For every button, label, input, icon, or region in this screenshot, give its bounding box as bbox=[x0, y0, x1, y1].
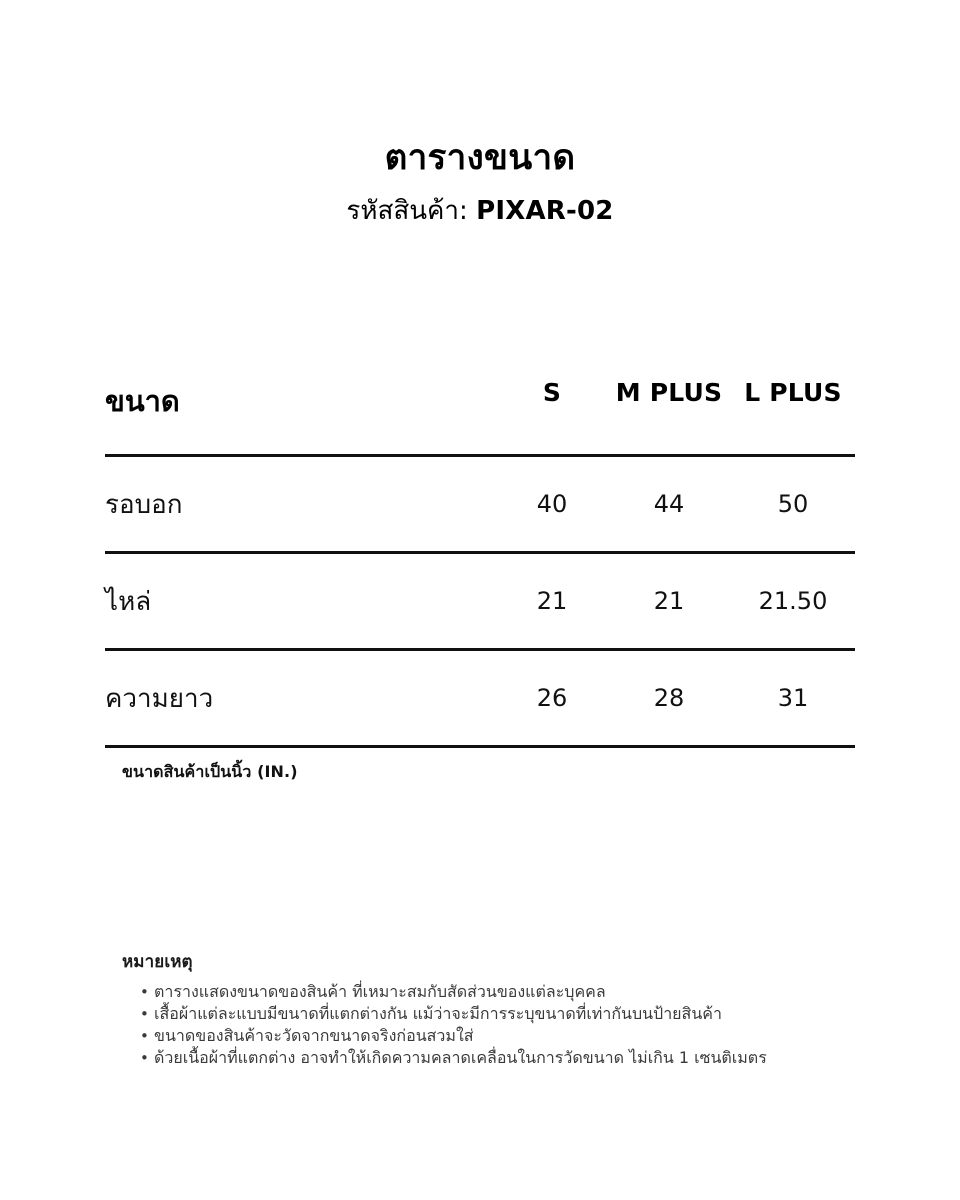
column-header-m-plus: M PLUS bbox=[615, 378, 723, 407]
table-row bbox=[105, 553, 855, 650]
row-label-length: ความยาว bbox=[105, 683, 214, 714]
column-header-measurement: ขนาด bbox=[105, 384, 180, 418]
row-label-chest: รอบอก bbox=[105, 489, 183, 520]
list-item: • เสื้อผ้าแต่ละแบบมีขนาดที่แตกต่างกัน แม้ว่าจะมีการระบุขนาดที่เท่ากันบนป้ายสินค้า bbox=[140, 1003, 882, 1025]
notes-heading: หมายเหตุ bbox=[122, 952, 193, 972]
notes-list bbox=[122, 981, 882, 1069]
header bbox=[0, 138, 960, 227]
list-item: • ตารางแสดงขนาดของสินค้า ที่เหมาะสมกับสัดส่วนของแต่ละบุคคล bbox=[140, 981, 882, 1003]
cell-chest-l-plus: 50 bbox=[777, 490, 809, 518]
product-code-label: รหัสสินค้า: bbox=[346, 196, 468, 227]
page-title: ตารางขนาด bbox=[384, 138, 576, 178]
unit-footnote: ขนาดสินค้าเป็นนิ้ว (IN.) bbox=[122, 762, 298, 781]
table-header bbox=[105, 376, 855, 456]
cell-chest-s: 40 bbox=[536, 490, 568, 518]
cell-length-m-plus: 28 bbox=[653, 684, 685, 712]
cell-shoulder-s: 21 bbox=[536, 587, 568, 615]
column-header-l-plus: L PLUS bbox=[744, 378, 842, 407]
cell-length-s: 26 bbox=[536, 684, 568, 712]
table-row bbox=[105, 456, 855, 553]
product-code-value: PIXAR-02 bbox=[476, 196, 614, 227]
row-label-shoulder: ไหล่ bbox=[105, 586, 152, 617]
table-row bbox=[105, 650, 855, 747]
list-item: • ด้วยเนื้อผ้าที่แตกต่าง อาจทำให้เกิดความคลาดเคลื่อนในการวัดขนาด ไม่เกิน 1 เซนติเมตร bbox=[140, 1047, 882, 1069]
column-header-s: S bbox=[542, 378, 562, 407]
product-code-line bbox=[0, 178, 960, 227]
table-body bbox=[105, 456, 855, 747]
table-header-row bbox=[105, 376, 855, 456]
size-table bbox=[105, 376, 855, 748]
notes-section bbox=[122, 948, 882, 1069]
cell-shoulder-m-plus: 21 bbox=[653, 587, 685, 615]
cell-chest-m-plus: 44 bbox=[653, 490, 685, 518]
cell-length-l-plus: 31 bbox=[777, 684, 809, 712]
cell-shoulder-l-plus: 21.50 bbox=[758, 587, 828, 615]
list-item: • ขนาดของสินค้าจะวัดจากขนาดจริงก่อนสวมใส่ bbox=[140, 1025, 882, 1047]
